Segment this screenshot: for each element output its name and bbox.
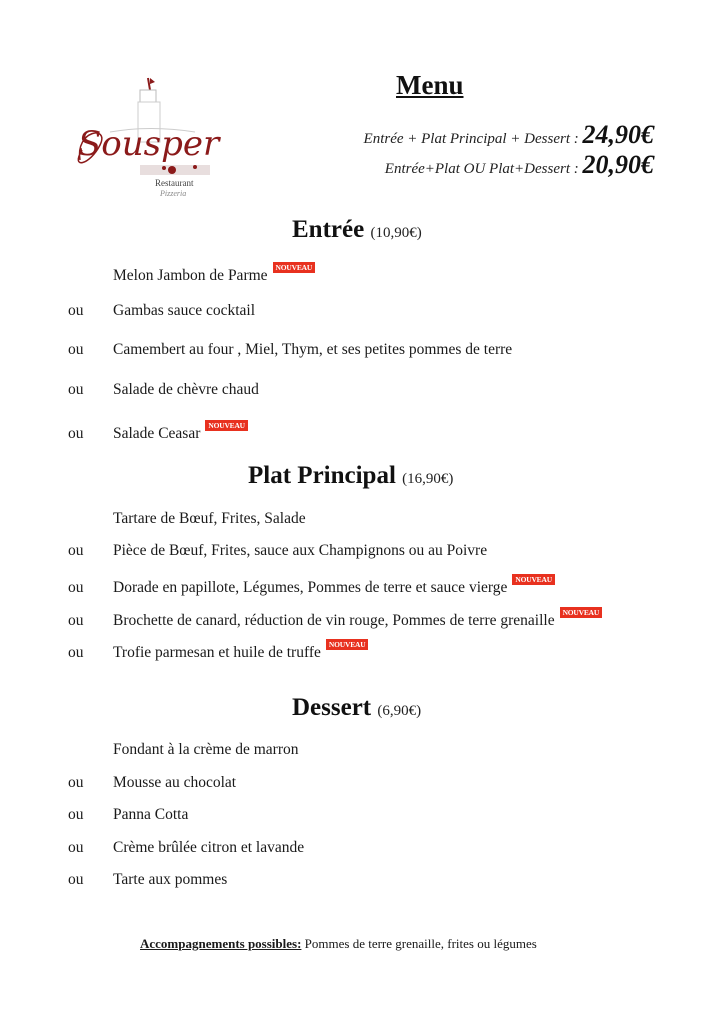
side-dishes-text: Pommes de terre grenaille, frites ou légumes — [301, 936, 537, 951]
item-label: Fondant à la crème de marron — [113, 741, 299, 758]
menu-item — [68, 774, 236, 792]
item-prefix: ou — [68, 381, 84, 398]
section-name: Entrée — [292, 216, 365, 243]
restaurant-logo — [70, 70, 230, 205]
menu-item — [68, 871, 227, 889]
item-label: Salade de chèvre chaud — [113, 381, 259, 398]
menu-item — [68, 341, 512, 359]
new-badge: NOUVEAU — [326, 639, 369, 650]
section-price: (10,90€) — [370, 225, 422, 241]
side-dishes-label: Accompagnements possibles: — [140, 936, 302, 951]
menu-item — [68, 607, 602, 630]
menu-item — [68, 381, 259, 399]
formula-full — [364, 120, 654, 150]
menu-item — [68, 741, 299, 759]
item-label: Gambas sauce cocktail — [113, 302, 256, 319]
menu-item — [68, 302, 255, 320]
formula-label: Entrée + Plat Principal + Dessert : — [363, 131, 579, 147]
item-prefix: ou — [68, 839, 84, 856]
item-prefix: ou — [68, 612, 84, 629]
section-title — [292, 216, 422, 244]
menu-item — [68, 542, 487, 560]
item-prefix: ou — [68, 542, 84, 559]
section-price: (6,90€) — [377, 703, 422, 719]
item-label: Salade Ceasar — [113, 425, 201, 442]
menu-item — [68, 262, 315, 285]
page-title: Menu — [396, 70, 464, 100]
logo-tagline: Pizzeria — [160, 189, 187, 198]
item-label: Tartare de Bœuf, Frites, Salade — [113, 510, 306, 527]
item-label: Trofie parmesan et huile de truffe — [113, 644, 321, 661]
item-label: Tarte aux pommes — [113, 871, 228, 888]
item-prefix: ou — [68, 579, 84, 596]
section-price: (16,90€) — [402, 471, 454, 487]
menu-item — [68, 420, 248, 443]
menu-item — [68, 639, 368, 662]
item-prefix: ou — [68, 871, 84, 888]
item-prefix: ou — [68, 341, 84, 358]
item-label: Crème brûlée citron et lavande — [113, 839, 305, 856]
item-label: Dorade en papillote, Légumes, Pommes de terre et sauce vierge — [113, 579, 508, 596]
new-badge: NOUVEAU — [560, 607, 603, 618]
item-prefix: ou — [68, 774, 84, 791]
item-prefix: ou — [68, 644, 84, 661]
section-name: Dessert — [292, 694, 372, 721]
item-label: Panna Cotta — [113, 806, 189, 823]
item-label: Camembert au four , Miel, Thym, et ses petites pommes de terre — [113, 341, 513, 358]
lighthouse-logo-icon — [70, 70, 230, 205]
item-label: Mousse au chocolat — [113, 774, 237, 791]
new-badge: NOUVEAU — [205, 420, 248, 431]
new-badge: NOUVEAU — [512, 574, 555, 585]
formula-price: 20,90€ — [582, 150, 654, 179]
item-prefix: ou — [68, 425, 84, 442]
new-badge: NOUVEAU — [273, 262, 316, 273]
item-prefix: ou — [68, 806, 84, 823]
section-name: Plat Principal — [248, 462, 396, 489]
logo-subtitle: Restaurant — [155, 178, 194, 188]
section-title — [248, 462, 453, 490]
menu-item — [68, 806, 188, 824]
item-prefix: ou — [68, 302, 84, 319]
formula-price: 24,90€ — [582, 120, 654, 149]
item-label: Pièce de Bœuf, Frites, sauce aux Champignons ou au Poivre — [113, 542, 488, 559]
menu-item — [68, 839, 304, 857]
menu-item — [68, 574, 555, 597]
item-label: Brochette de canard, réduction de vin rouge, Pommes de terre grenaille — [113, 612, 555, 629]
item-label: Melon Jambon de Parme — [113, 267, 268, 284]
formula-label: Entrée+Plat OU Plat+Dessert : — [384, 161, 579, 177]
side-dishes-note — [140, 936, 537, 952]
svg-text:Sousper: Sousper — [78, 124, 220, 164]
menu-item — [68, 510, 306, 528]
formula-partial — [385, 150, 654, 180]
section-title — [292, 694, 421, 722]
